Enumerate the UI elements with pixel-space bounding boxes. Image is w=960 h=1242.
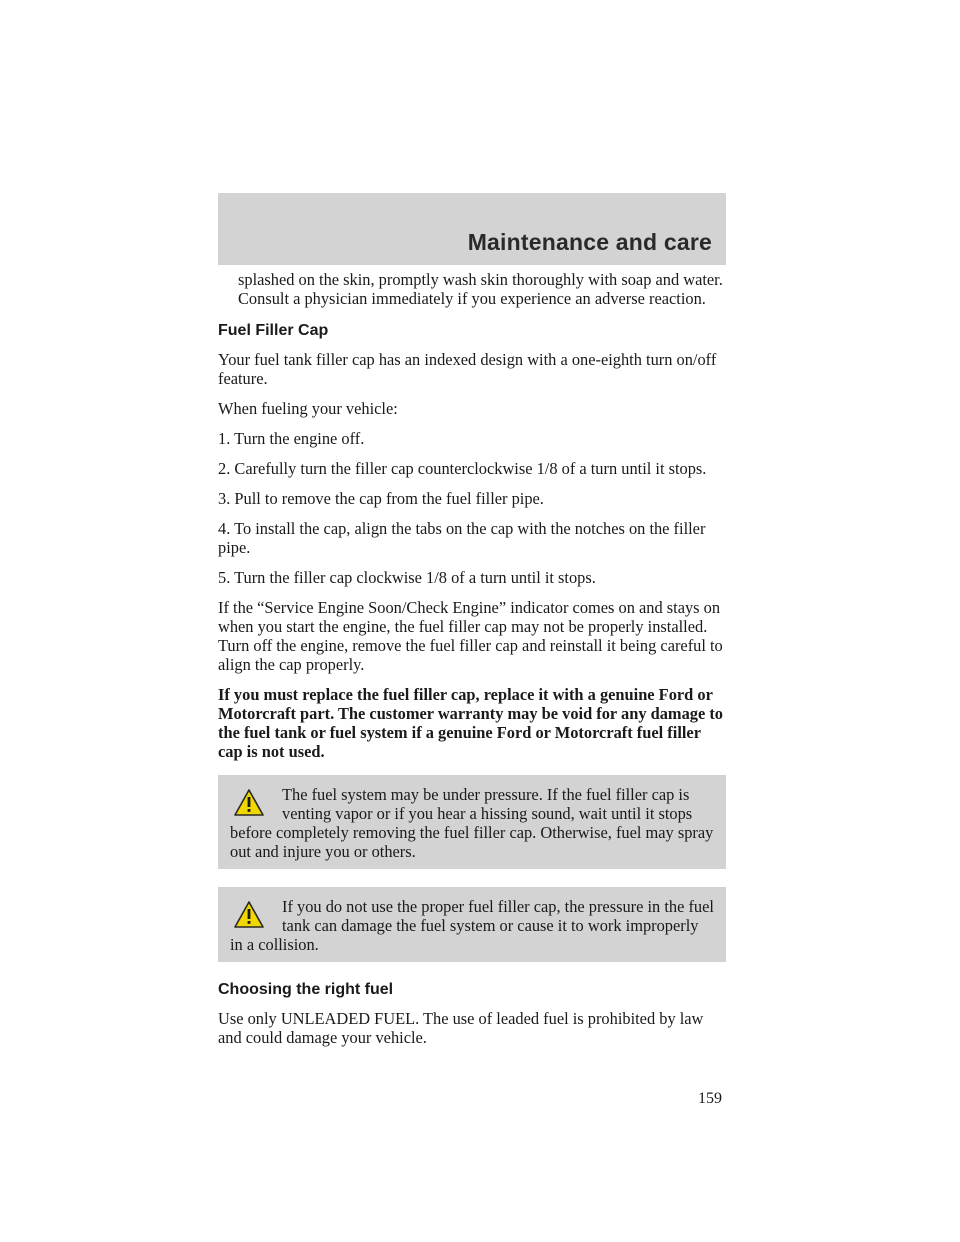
page-number: 159 — [698, 1090, 722, 1107]
warning-text: If you do not use the proper fuel filler cap, the pressure in the fuel tank can damage the fuel system or cause it to work improperly in a collision. — [230, 897, 714, 954]
indicator-note: If the “Service Engine Soon/Check Engine” indicator comes on and stays on when you start the engine, the fuel filler cap may not be properly installed. Turn off the engine, remove the fuel filler cap and reinstall it being careful to align the cap properly. — [218, 598, 723, 674]
choosing-fuel-heading: Choosing the right fuel — [218, 981, 394, 998]
step-item: 4. To install the cap, align the tabs on the cap with the notches on the filler pipe. — [218, 519, 706, 557]
fuel-filler-cap-heading: Fuel Filler Cap — [218, 322, 329, 339]
warning-box-proper-cap — [218, 887, 726, 962]
warning-triangle-icon — [234, 789, 264, 817]
intro-continuation: splashed on the skin, promptly wash skin thoroughly with soap and water. Consult a physician immediately if you experience an adverse reaction. — [238, 270, 723, 308]
step-item: 5. Turn the filler cap clockwise 1/8 of a turn until it stops. — [218, 568, 596, 587]
step-item: 2. Carefully turn the filler cap counterclockwise 1/8 of a turn until it stops. — [218, 459, 707, 478]
section-header-band — [218, 193, 726, 265]
warning-triangle-icon — [234, 901, 264, 929]
warning-text: The fuel system may be under pressure. If the fuel filler cap is venting vapor or if you hear a hissing sound, wait until it stops before completely removing the fuel filler cap. Otherwise, fuel may spray out and injure you or others. — [230, 785, 714, 861]
step-item: 3. Pull to remove the cap from the fuel filler pipe. — [218, 489, 544, 508]
warning-box-pressure — [218, 775, 726, 869]
choosing-fuel-text: Use only UNLEADED FUEL. The use of leaded fuel is prohibited by law and could damage your vehicle. — [218, 1009, 704, 1047]
step-item: 1. Turn the engine off. — [218, 429, 365, 448]
fuel-filler-description: Your fuel tank filler cap has an indexed design with a one-eighth turn on/off feature. — [218, 350, 717, 388]
page-content — [218, 270, 726, 1058]
section-title: Maintenance and care — [467, 229, 712, 255]
fueling-intro: When fueling your vehicle: — [218, 399, 398, 418]
replacement-warning-bold: If you must replace the fuel filler cap, replace it with a genuine Ford or Motorcraft part. The customer warranty may be void for any damage to the fuel tank or fuel system if a genuine Ford or Motorcraft fuel filler cap is not used. — [218, 685, 723, 761]
